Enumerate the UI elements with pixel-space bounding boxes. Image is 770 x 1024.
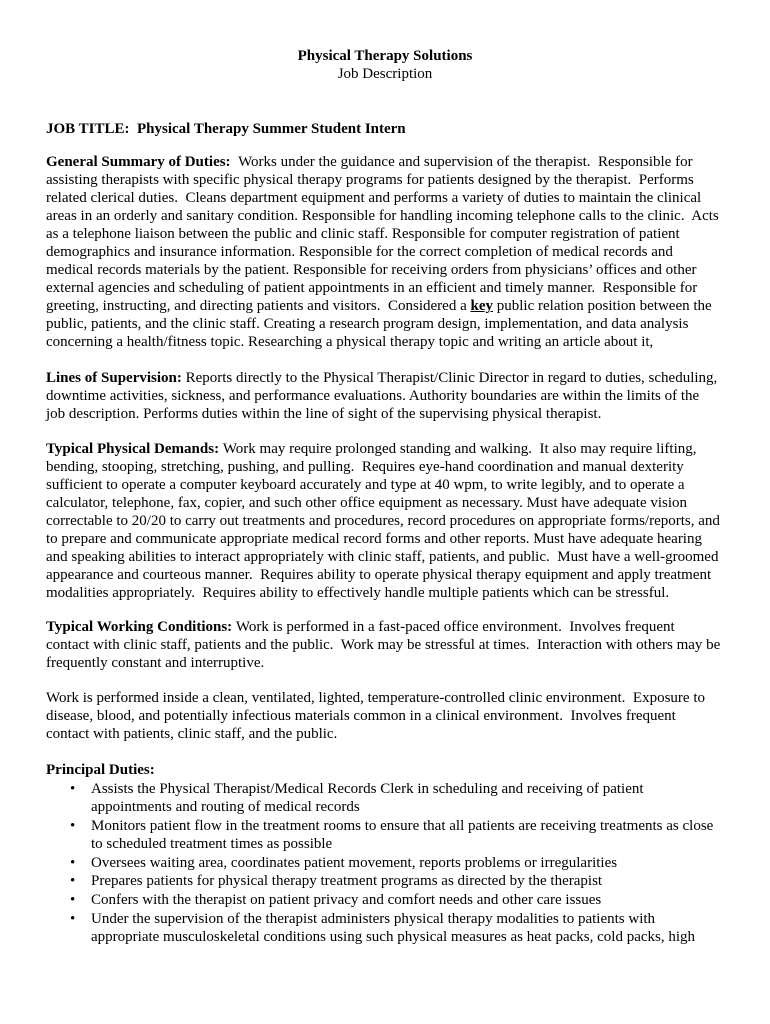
conditions-label: Typical Working Conditions: <box>46 619 233 635</box>
principal-duties-label: Principal Duties: <box>46 762 155 778</box>
list-item <box>46 891 746 909</box>
principal-duties-section <box>46 761 746 946</box>
document-subtitle: Job Description <box>337 66 433 82</box>
environment-line: disease, blood, and potentially infectious materials common in a clinical environment. Involves frequent <box>46 708 676 724</box>
list-item-line: appropriate musculoskeletal conditions using such physical measures as heat packs, cold packs, high <box>91 928 696 945</box>
demands-line: calculator, telephone, fax, copier, and such other office equipment as necessary. Must have adequate vision <box>46 495 688 511</box>
list-item-line: Assists the Physical Therapist/Medical Records Clerk in scheduling and receiving of patient <box>91 781 644 797</box>
list-item-line: Prepares patients for physical therapy treatment programs as directed by the therapist <box>91 873 603 890</box>
environment-line: contact with patients, clinic staff, and the public. <box>46 726 338 742</box>
supervision-line: job description. Performs duties within the line of sight of the supervising physical therapist. <box>46 406 602 422</box>
conditions-line: contact with clinic staff, patients and the public. Work may be stressful at times. Interaction with others may be <box>46 637 721 653</box>
work-environment-section <box>46 689 746 743</box>
summary-line-text: public relation position between the <box>496 298 712 314</box>
list-item-line: Monitors patient flow in the treatment rooms to ensure that all patients are receiving treatments as close <box>91 817 714 834</box>
summary-line: demographics and insurance information. Responsible for the correct completion of medical records and <box>46 244 673 260</box>
supervision-line <box>46 369 746 387</box>
bullet-icon: • <box>70 892 76 908</box>
list-item-line: Under the supervision of the therapist administers physical therapy modalities to patients with <box>91 910 656 927</box>
summary-line-text: Works under the guidance and supervision of the therapist. Responsible for <box>238 154 693 170</box>
demands-line: to prepare and communicate appropriate medical record forms and other reports. Must have adequate hearing <box>46 531 702 547</box>
job-title-value: Physical Therapy Summer Student Intern <box>137 121 406 137</box>
bullet-icon: • <box>70 910 76 927</box>
supervision-label: Lines of Supervision: <box>46 370 182 386</box>
list-item-line: to scheduled treatment times as possible <box>91 835 333 852</box>
job-title-label: JOB TITLE: <box>46 121 130 137</box>
summary-line-text: greeting, instructing, and directing patients and visitors. Considered a <box>46 298 467 314</box>
summary-line: areas in an orderly and sanitary condition. Responsible for handling incoming telephone calls to the clinic. Acts <box>46 208 719 224</box>
working-conditions-section <box>46 618 746 672</box>
demands-line: modalities appropriately. Requires ability to effectively handle multiple patients which can be stressful. <box>46 585 670 601</box>
job-title-section <box>46 120 746 138</box>
lines-of-supervision-section <box>46 369 746 423</box>
bullet-icon: • <box>70 817 76 834</box>
demands-label: Typical Physical Demands: <box>46 441 220 457</box>
conditions-line-text: Work is performed in a fast-paced office environment. Involves frequent <box>235 619 675 635</box>
bullet-icon: • <box>70 873 76 890</box>
summary-line <box>46 297 746 315</box>
summary-line <box>46 153 746 171</box>
demands-line: correctable to 20/20 to carry out treatments and procedures, record procedures on appropriate forms/reports, and <box>46 513 720 529</box>
conditions-line <box>46 618 746 636</box>
summary-line: related clerical duties. Cleans department equipment and performs a variety of duties to maintain the clinical <box>46 190 702 206</box>
demands-line: sufficient to operate a computer keyboard accurately and type at 40 wpm, to write legibly, and to operate a <box>46 477 685 493</box>
demands-line: bending, stooping, stretching, pushing, and pulling. Requires eye-hand coordination and manual dexterity <box>46 459 684 475</box>
demands-line: appearance and courteous manner. Requires ability to operate physical therapy equipment and apply treatment <box>46 567 712 583</box>
summary-line: medical records materials by the patient. Responsible for receiving orders from physicians’ offices and other <box>46 262 697 278</box>
list-item <box>46 780 746 816</box>
summary-line: concerning a health/fitness topic. Researching a physical therapy topic and writing an article about it, <box>46 334 654 350</box>
key-emphasis: key <box>470 298 493 314</box>
summary-line: assisting therapists with specific physical therapy programs for patients designed by the therapist. Performs <box>46 172 694 188</box>
list-item <box>46 910 746 946</box>
demands-line-text: Work may require prolonged standing and walking. It also may require lifting, <box>222 441 697 457</box>
physical-demands-section <box>46 440 746 602</box>
list-item <box>46 854 746 872</box>
list-item <box>46 872 746 890</box>
summary-label: General Summary of Duties: <box>46 154 231 170</box>
bullet-icon: • <box>70 854 76 871</box>
summary-line: external agencies and scheduling of patient appointments in an efficient and timely manner. Responsible for <box>46 280 698 296</box>
demands-line <box>46 440 746 458</box>
document-title: Physical Therapy Solutions <box>297 48 473 64</box>
supervision-line: downtime activities, sickness, and performance evaluations. Authority boundaries are within the limits of the <box>46 388 700 404</box>
conditions-line: frequently constant and interruptive. <box>46 655 265 671</box>
list-item-line: Confers with the therapist on patient privacy and comfort needs and other care issues <box>91 892 602 908</box>
environment-line: Work is performed inside a clean, ventilated, lighted, temperature-controlled clinic environment. Exposure to <box>46 690 705 706</box>
demands-line: and speaking abilities to interact appropriately with clinic staff, patients, and public. Must have a well-groomed <box>46 549 719 565</box>
principal-duties-list <box>46 780 746 946</box>
summary-line: public, patients, and the clinic staff. Creating a research program design, implementation, and data analysis <box>46 316 689 332</box>
job-title-line <box>46 120 746 138</box>
list-item-line: appointments and routing of medical records <box>91 799 360 815</box>
general-summary-section <box>46 153 746 351</box>
bullet-icon: • <box>70 781 76 797</box>
supervision-line-text: Reports directly to the Physical Therapist/Clinic Director in regard to duties, scheduling, <box>185 370 718 386</box>
summary-line: as a telephone liaison between the public and clinic staff. Responsible for computer registration of patient <box>46 226 680 242</box>
list-item-line: Oversees waiting area, coordinates patient movement, reports problems or irregularities <box>91 854 618 871</box>
list-item <box>46 817 746 853</box>
